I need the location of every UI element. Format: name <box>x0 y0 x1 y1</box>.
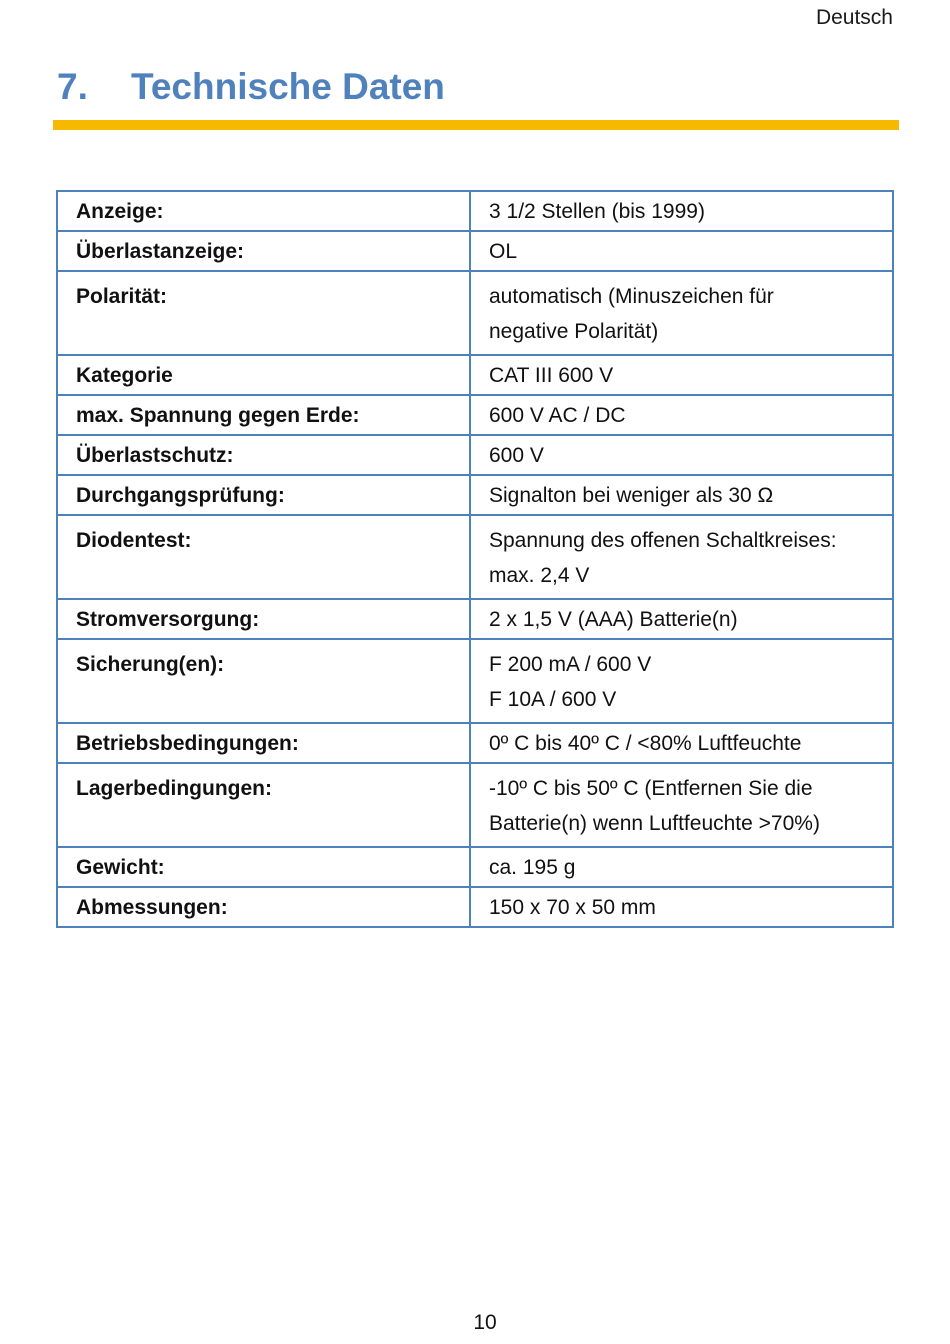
spec-value: CAT III 600 V <box>470 355 893 395</box>
section-heading <box>57 66 445 108</box>
header-language: Deutsch <box>815 6 893 29</box>
spec-label: Gewicht: <box>57 847 470 887</box>
spec-label: Überlastanzeige: <box>57 231 470 271</box>
spec-value: Spannung des offenen Schaltkreises: max. 2,4 V <box>470 515 893 599</box>
spec-label: Durchgangsprüfung: <box>57 475 470 515</box>
spec-label: Sicherung(en): <box>57 639 470 723</box>
table-row <box>57 395 893 435</box>
table-row <box>57 887 893 927</box>
spec-value: Signalton bei weniger als 30 Ω <box>470 475 893 515</box>
heading-underline <box>53 120 899 130</box>
table-row <box>57 191 893 231</box>
table-row <box>57 723 893 763</box>
spec-label: Polarität: <box>57 271 470 355</box>
spec-label: Kategorie <box>57 355 470 395</box>
spec-label: Überlastschutz: <box>57 435 470 475</box>
spec-label: Betriebsbedingungen: <box>57 723 470 763</box>
table-row <box>57 515 893 599</box>
spec-value: automatisch (Minuszeichen für negative Polarität) <box>470 271 893 355</box>
spec-value: 600 V AC / DC <box>470 395 893 435</box>
spec-value: 150 x 70 x 50 mm <box>470 887 893 927</box>
spec-value: 600 V <box>470 435 893 475</box>
table-row <box>57 355 893 395</box>
spec-value: 3 1/2 Stellen (bis 1999) <box>470 191 893 231</box>
table-row <box>57 763 893 847</box>
spec-value: 0º C bis 40º C / <80% Luftfeuchte <box>470 723 893 763</box>
table-row <box>57 599 893 639</box>
spec-value: 2 x 1,5 V (AAA) Batterie(n) <box>470 599 893 639</box>
table-row <box>57 847 893 887</box>
spec-label: Abmessungen: <box>57 887 470 927</box>
specs-table <box>56 190 894 928</box>
table-row <box>57 475 893 515</box>
spec-label: Lagerbedingungen: <box>57 763 470 847</box>
section-number: 7. <box>57 66 88 107</box>
spec-label: max. Spannung gegen Erde: <box>57 395 470 435</box>
spec-value: F 200 mA / 600 V F 10A / 600 V <box>470 639 893 723</box>
spec-label: Diodentest: <box>57 515 470 599</box>
table-row <box>57 231 893 271</box>
table-row <box>57 271 893 355</box>
page-number: 10 <box>473 1311 497 1334</box>
table-row <box>57 435 893 475</box>
spec-value: -10º C bis 50º C (Entfernen Sie die Batterie(n) wenn Luftfeuchte >70%) <box>470 763 893 847</box>
section-title: Technische Daten <box>131 66 445 107</box>
spec-label: Stromversorgung: <box>57 599 470 639</box>
table-row <box>57 639 893 723</box>
spec-value: OL <box>470 231 893 271</box>
spec-value: ca. 195 g <box>470 847 893 887</box>
spec-label: Anzeige: <box>57 191 470 231</box>
